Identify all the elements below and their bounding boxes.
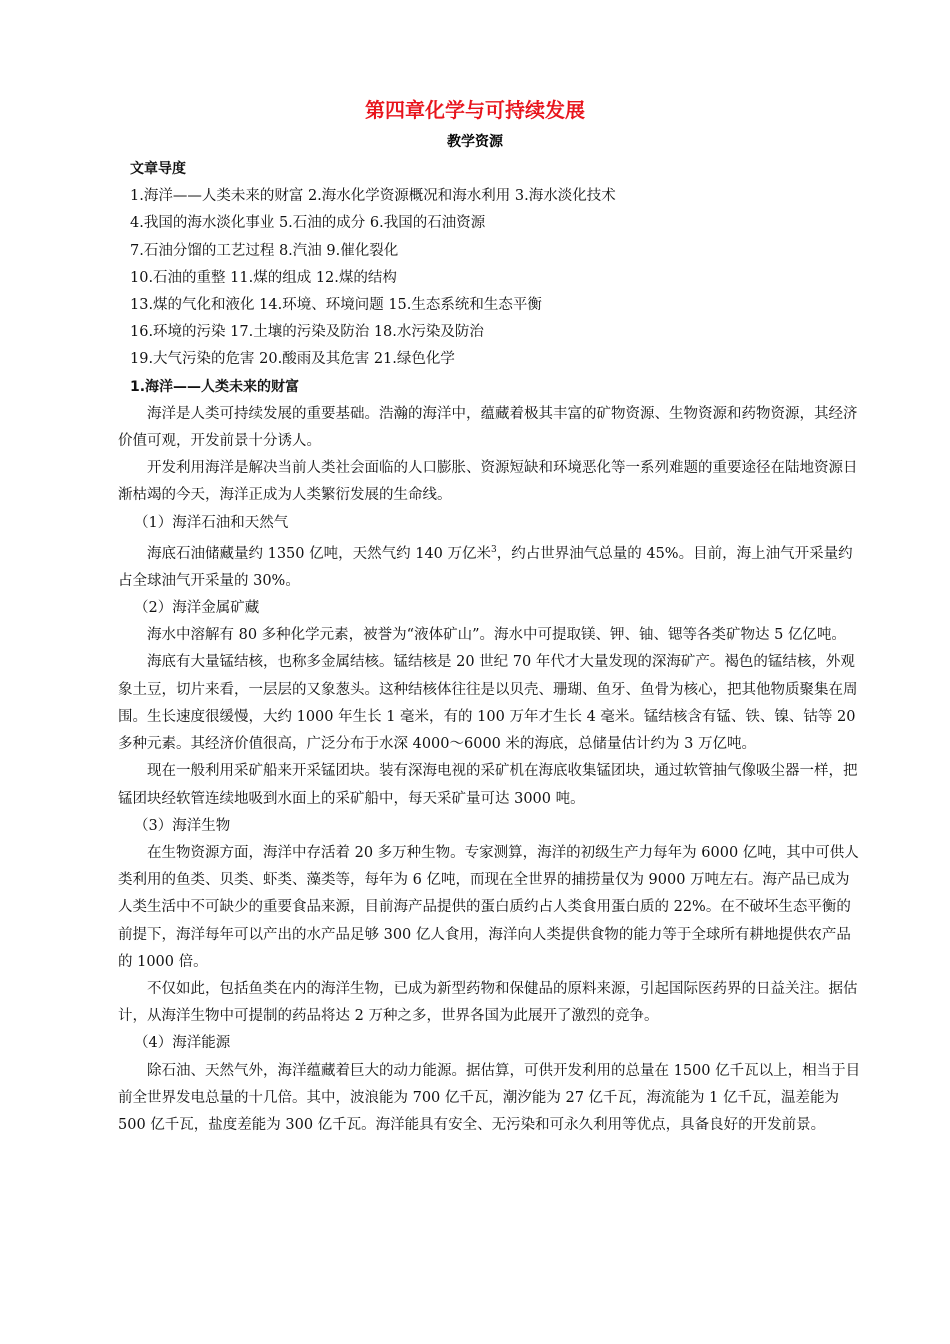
paragraph: 不仅如此，包括鱼类在内的海洋生物，已成为新型药物和保健品的原料来源，引起国际医药界的日益关注。据估计，从海洋生物中可提制的药品将达 2 万种之多，世界各国为此展开了激烈的竞争。 bbox=[118, 980, 858, 1025]
toc-line: 19.大气污染的危害 20.酸雨及其危害 21.绿色化学 bbox=[130, 351, 455, 368]
paragraph-text: ，约占世界油气总量的 45%。目前，海上油气开采量约占全球油气开采量的 30%。 bbox=[118, 545, 853, 589]
subtitle: 教学资源 bbox=[447, 134, 503, 150]
toc-line: 16.环境的污染 17.土壤的污染及防治 18.水污染及防治 bbox=[130, 324, 484, 341]
subsection-heading: （1）海洋石油和天然气 bbox=[134, 514, 289, 531]
subsection-heading: （2）海洋金属矿藏 bbox=[134, 600, 260, 617]
paragraph: 海洋是人类可持续发展的重要基础。浩瀚的海洋中，蕴藏着极其丰富的矿物资源、生物资源和药物资源，其经济价值可观，开发前景十分诱人。 bbox=[118, 405, 858, 450]
paragraph: 开发利用海洋是解决当前人类社会面临的人口膨胀、资源短缺和环境恶化等一系列难题的重要途径在陆地资源日渐枯竭的今天，海洋正成为人类繁衍发展的生命线。 bbox=[118, 460, 858, 504]
paragraph: 在生物资源方面，海洋中存活着 20 多万种生物。专家测算，海洋的初级生产力每年为 6000 亿吨，其中可供人类利用的鱼类、贝类、虾类、藻类等，每年为 6 亿吨，而现在全世界的捕捞量仅为 9000 万吨左右。海产品已成为人类生活中不可缺少的重要食品来源，目前海产品提供的蛋白质约占人类食用蛋白质的 22%。在不破坏生态平衡的前提下，海洋每年可以产出的水产品足够 300 亿人食用，海洋向人类提供食物的能力等于全球所有耕地提供农产品的 1000 倍。 bbox=[118, 844, 859, 970]
paragraph: 现在一般利用采矿船来开采锰团块。装有深海电视的采矿机在海底收集锰团块，通过软管抽气像吸尘器一样，把锰团块经软管连续地吸到水面上的采矿船中，每天采矿量可达 3000 吨。 bbox=[118, 763, 858, 807]
paragraph: 除石油、天然气外，海洋蕴藏着巨大的动力能源。据估算，可供开发利用的总量在 1500 亿千瓦以上，相当于目前全世界发电总量的十几倍。其中，波浪能为 700 亿千瓦，潮汐能为 27 亿千瓦，海流能为 1 亿千瓦，温差能为 500 亿千瓦，盐度差能为 300 亿千瓦。海洋能具有安全、无污染和可永久利用等优点，具备良好的开发前景。 bbox=[118, 1062, 861, 1133]
paragraph bbox=[118, 537, 863, 595]
paragraph: 海水中溶解有 80 多种化学元素，被誉为“液体矿山”。海水中可提取镁、钾、铀、锶等各类矿物达 5 亿亿吨。 bbox=[147, 627, 846, 644]
document-body bbox=[118, 156, 863, 1139]
toc-line: 13.煤的气化和液化 14.环境、环境问题 15.生态系统和生态平衡 bbox=[130, 297, 542, 314]
section-heading: 1.海洋——人类未来的财富 bbox=[130, 378, 300, 395]
paragraph-text: 海底石油储藏量约 1350 亿吨，天然气约 140 万亿米 bbox=[147, 545, 492, 562]
toc-line: 4.我国的海水淡化事业 5.石油的成分 6.我国的石油资源 bbox=[130, 215, 486, 232]
subsection-heading: （4）海洋能源 bbox=[134, 1035, 231, 1052]
subsection-heading: （3）海洋生物 bbox=[134, 817, 231, 834]
chapter-title: 第四章化学与可持续发展 bbox=[365, 98, 585, 122]
paragraph: 海底有大量锰结核，也称多金属结核。锰结核是 20 世纪 70 年代才大量发现的深海矿产。褐色的锰结核，外观象土豆，切片来看，一层层的又象葱头。这种结核体往往是以贝壳、珊瑚、鱼牙、鱼骨为核心，把其他物质聚集在周围。生长速度很缓慢，大约 1000 年生长 1 毫米，有的 100 万年才生长 4 毫米。锰结核含有锰、铁、镍、钴等 20 多种元素。其经济价值很高，广泛分布于水深 4000～6000 米的海底，总储量估计约为 3 万亿吨。 bbox=[118, 654, 858, 753]
toc-line: 1.海洋——人类未来的财富 2.海水化学资源概况和海水利用 3.海水淡化技术 bbox=[130, 188, 616, 205]
guide-heading: 文章导度 bbox=[130, 161, 186, 177]
toc-line: 10.石油的重整 11.煤的组成 12.煤的结构 bbox=[130, 269, 397, 286]
superscript: 3 bbox=[491, 544, 497, 555]
toc-line: 7.石油分馏的工艺过程 8.汽油 9.催化裂化 bbox=[130, 242, 399, 259]
